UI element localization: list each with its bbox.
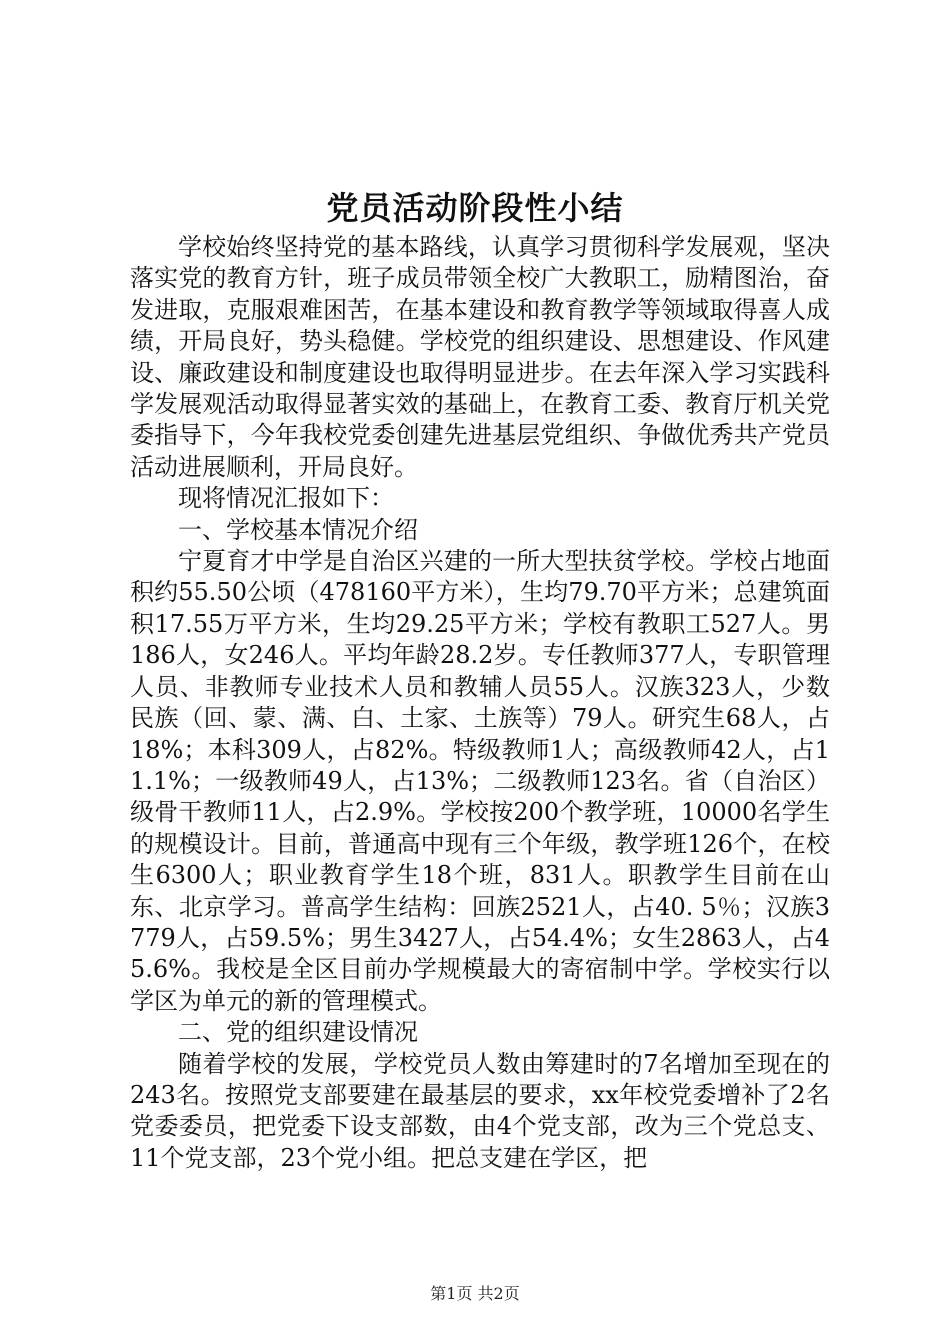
section-heading-party-org: 二、党的组织建设情况 bbox=[178, 1018, 418, 1047]
page-footer: 第1页 共2页 bbox=[430, 1284, 520, 1303]
document-title: 党员活动阶段性小结 bbox=[326, 189, 624, 227]
paragraph-party-org: 随着学校的发展，学校党员人数由筹建时的7名增加至现在的243名。按照党支部要建在最基层的要求，xx年校党委增补了2名党委委员，把党委下设支部数，由4个党支部，改为三个党总支、11个党支部，23个党小组。把总支建在学区，把 bbox=[130, 1049, 830, 1172]
paragraph-basic-info: 宁夏育才中学是自治区兴建的一所大型扶贫学校。学校占地面积约55.50公顷（478160平方米），生均79.70平方米；总建筑面积17.55万平方米，生均29.25平方米；学校有教职工527人。男186人，女246人。平均年龄28.2岁。专任教师377人，专职管理人员、非教师专业技术人员和教辅人员55人。汉族323人，少数民族（回、蒙、满、白、土家、土族等）79人。研究生68人，占18%；本科309人，占82%。特级教师1人；高级教师42人，占11.1%；一级教师49人，占13%；二级教师123名。省（自治区）级骨干教师11人，占2.9%。学校按200个教学班，10000名学生的规模设计。目前，普通高中现有三个年级，教学班126个，在校生6300人；职业教育学生18个班，831人。职教学生目前在山东、北京学习。普高学生结构：回族2521人，占40. 5％；汉族3779人，占59.5%；男生3427人，占54.4%；女生2863人，占45.6%。我校是全区目前办学规模最大的寄宿制中学。学校实行以学区为单元的新的管理模式。 bbox=[130, 547, 830, 1015]
paragraph-report-lead: 现将情况汇报如下： bbox=[178, 484, 394, 513]
section-heading-basic-info: 一、学校基本情况介绍 bbox=[178, 515, 418, 544]
paragraph-intro: 学校始终坚持党的基本路线，认真学习贯彻科学发展观，坚决落实党的教育方针，班子成员带领全校广大教职工，励精图治，奋发进取，克服艰难困苦，在基本建设和教育教学等领域取得喜人成绩，开局良好，势头稳健。学校党的组织建设、思想建设、作风建设、廉政建设和制度建设也取得明显进步。在去年深入学习实践科学发展观活动取得显著实效的基础上，在教育工委、教育厅机关党委指导下，今年我校党委创建先进基层党组织、争做优秀共产党员活动进展顺利，开局良好。 bbox=[130, 233, 830, 481]
document-body bbox=[130, 232, 830, 1174]
